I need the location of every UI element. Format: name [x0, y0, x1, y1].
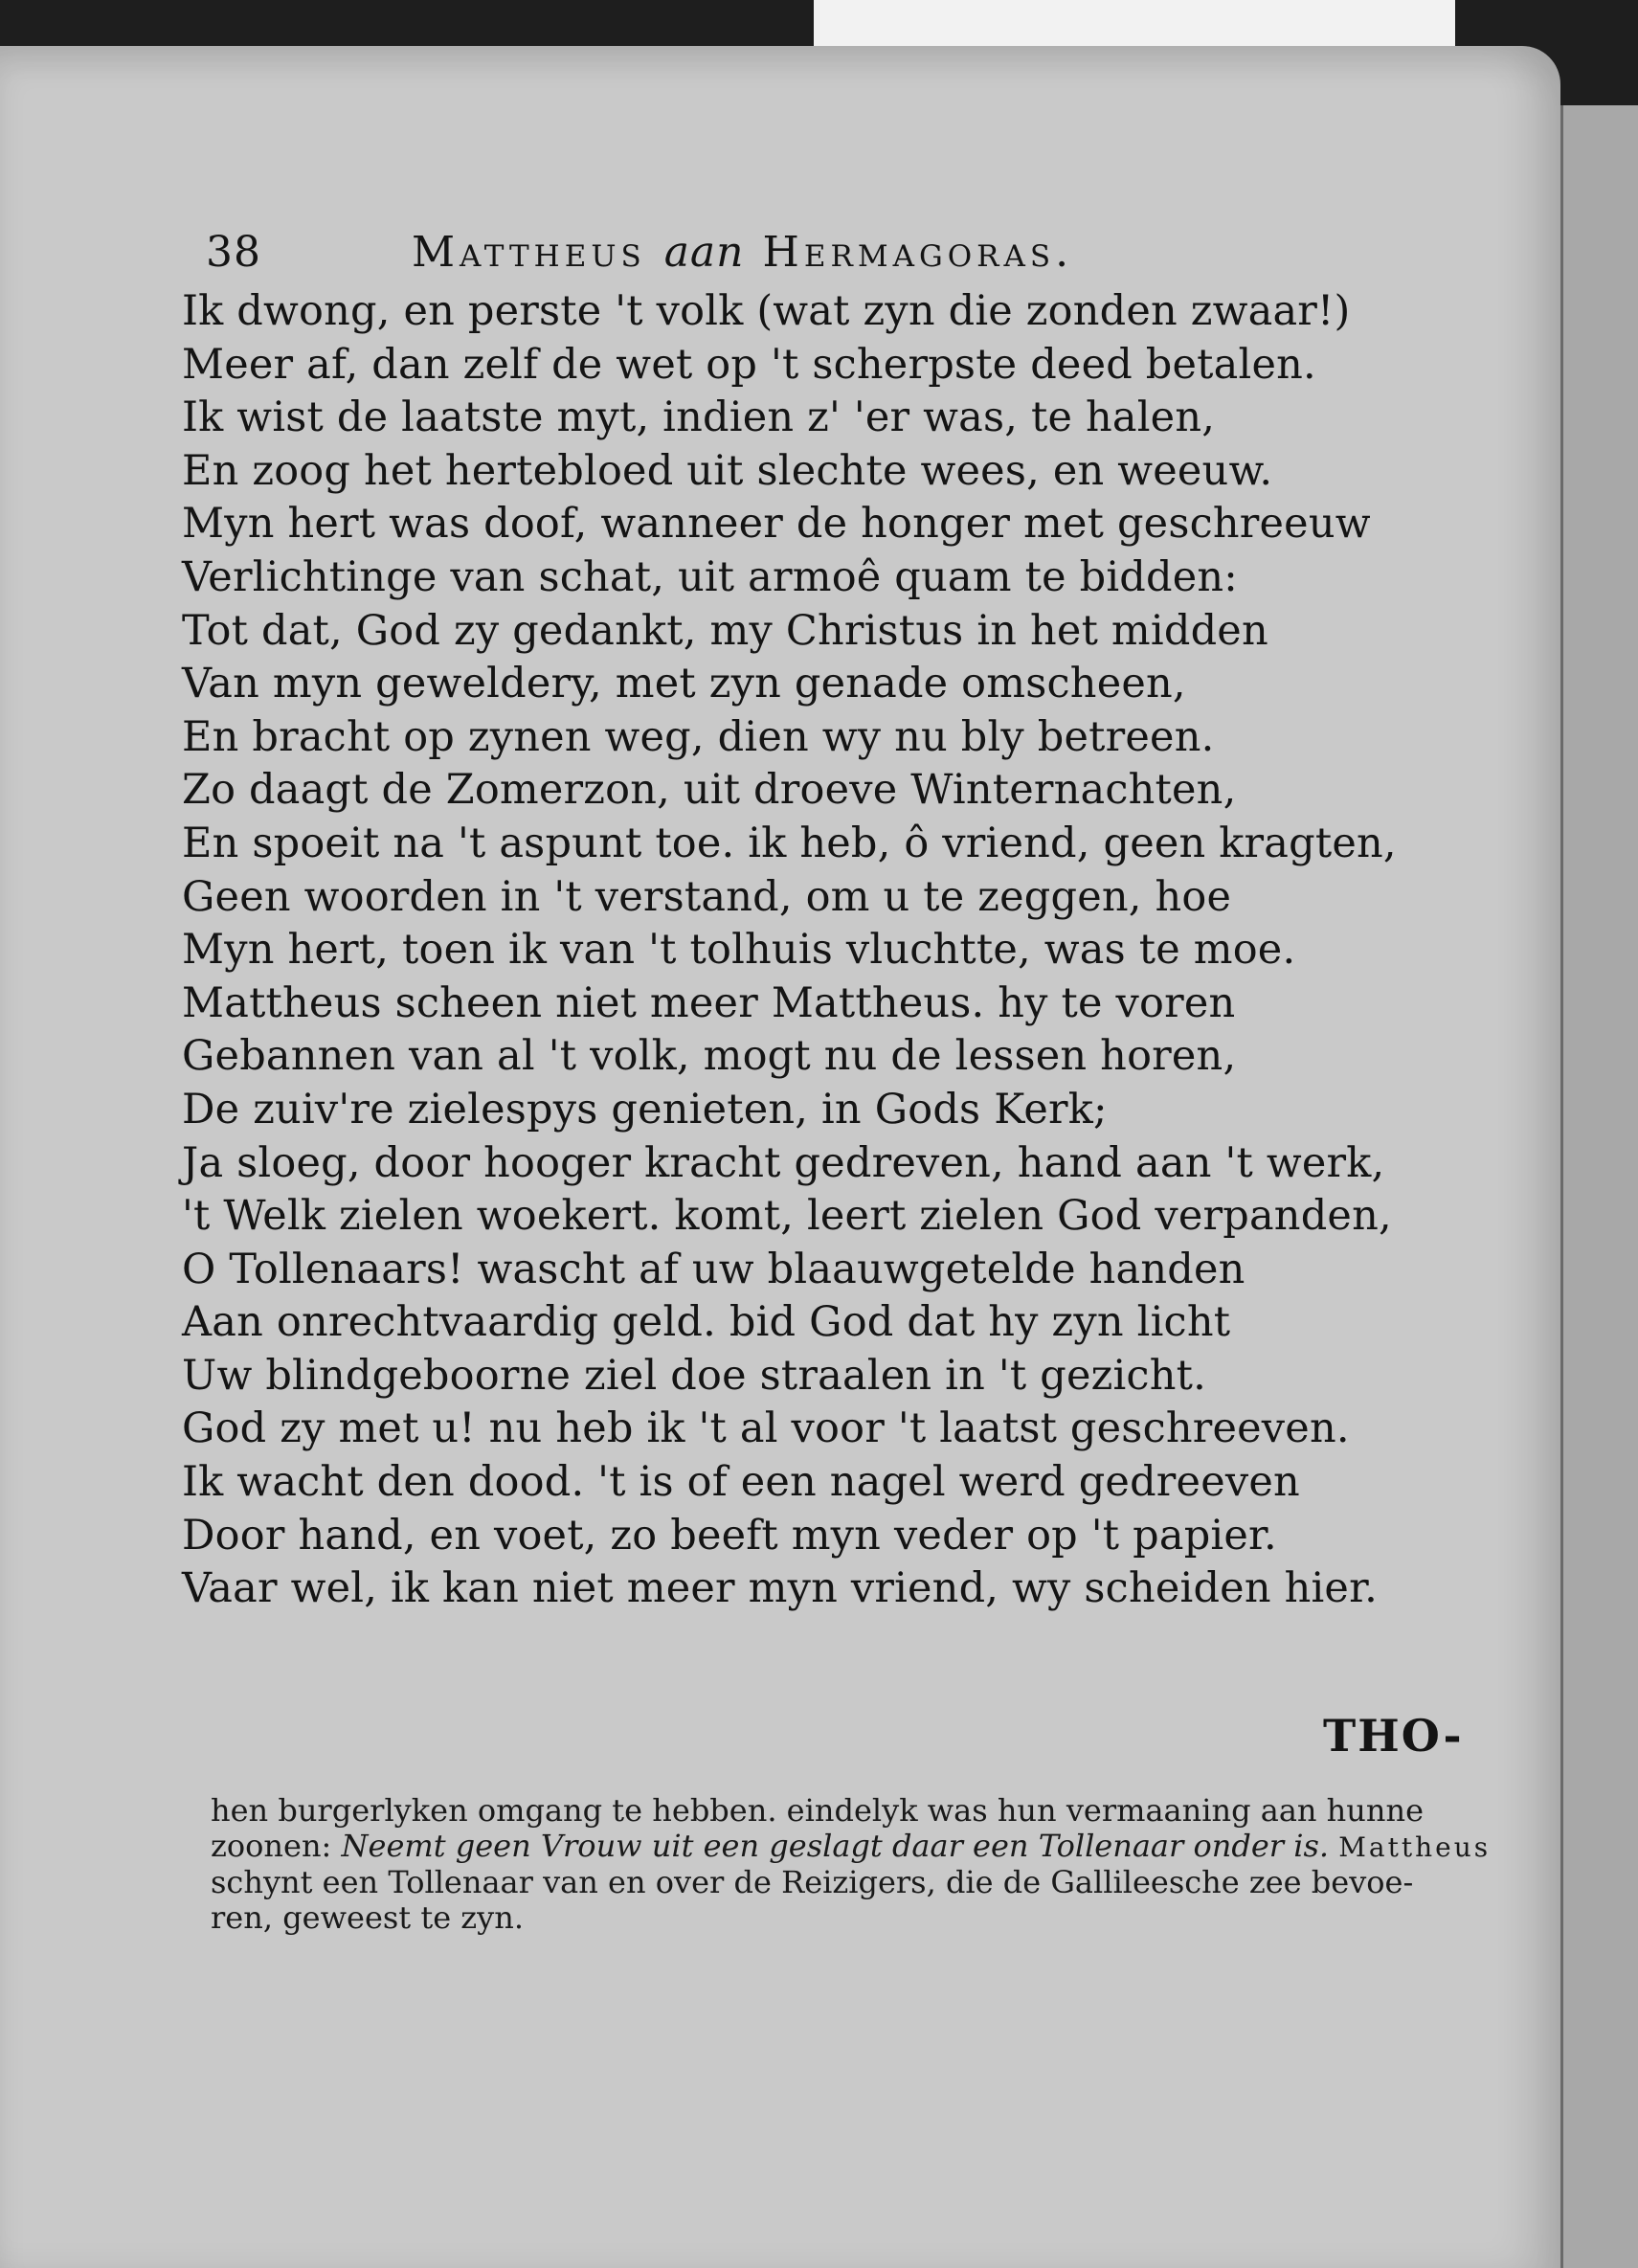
poem — [182, 285, 1503, 1616]
poem-line: God zy met u! nu heb ik 't al voor 't laatst geschreeven. — [182, 1404, 1350, 1453]
poem-line: En bracht op zynen weg, dien wy nu bly betreen. — [182, 712, 1215, 761]
poem-line: Vaar wel, ik kan niet meer myn vriend, wy scheiden hier. — [182, 1564, 1378, 1613]
poem-line: Van myn geweldery, met zyn genade omscheen, — [182, 660, 1186, 708]
running-title — [412, 228, 1073, 277]
poem-line: Verlichtinge van schat, uit armoê quam te bidden: — [182, 552, 1238, 601]
page-text — [182, 228, 1503, 1616]
poem-line: Mattheus scheen niet meer Mattheus. hy te voren — [182, 978, 1236, 1027]
book-page — [0, 46, 1560, 2268]
title-connector: aan — [663, 228, 745, 277]
title-part2: Hermagoras. — [762, 228, 1074, 277]
facing-page-edge — [1560, 105, 1638, 2268]
poem-line: Ik wacht den dood. 't is of een nagel werd gedreeven — [182, 1458, 1300, 1507]
running-head — [182, 228, 1503, 285]
footnote-line: ren, geweest te zyn. — [211, 1899, 525, 1936]
footnote-line — [211, 1829, 1493, 1865]
poem-line: Aan onrechtvaardig geld. bid God dat hy zyn licht — [182, 1298, 1231, 1347]
poem-line: En spoeit na 't aspunt toe. ik heb, ô vriend, geen kragten, — [182, 819, 1397, 867]
poem-line: Myn hert was doof, wanneer de honger met geschreeuw — [182, 500, 1371, 549]
poem-line: Ja sloeg, door hooger kracht gedreven, hand aan 't werk, — [182, 1138, 1385, 1187]
poem-line: Geen woorden in 't verstand, om u te zeggen, hoe — [182, 872, 1232, 921]
footnote — [211, 1793, 1493, 1936]
page-number: 38 — [206, 228, 261, 277]
footnote-line: hen burgerlyken omgang te hebben. eindelyk was hun vermaaning aan hunne — [211, 1792, 1425, 1829]
poem-line: Zo daagt de Zomerzon, uit droeve Winternachten, — [182, 766, 1237, 815]
poem-line: Ik wist de laatste myt, indien z' 'er was, te halen, — [182, 393, 1216, 442]
poem-line: Tot dat, God zy gedankt, my Christus in het midden — [182, 606, 1268, 655]
poem-line: Ik dwong, en perste 't volk (wat zyn die zonden zwaar!) — [182, 287, 1351, 335]
poem-line: 't Welk zielen woekert. komt, leert zielen God verpanden, — [182, 1192, 1392, 1241]
poem-line: Myn hert, toen ik van 't tolhuis vluchtte, was te moe. — [182, 926, 1296, 975]
poem-line: En zoog het hertebloed uit slechte wees, en weeuw. — [182, 446, 1273, 495]
poem-line: Door hand, en voet, zo beeft myn veder op 't papier. — [182, 1511, 1277, 1560]
poem-line: Uw blindgeboorne ziel doe straalen in 't gezicht. — [182, 1351, 1206, 1400]
footnote-quote: Neemt geen Vrouw uit een geslagt daar een Tollenaar onder is. — [341, 1828, 1330, 1864]
footnote-line: schynt een Tollenaar van en over de Reizigers, die de Gallileesche zee bevoe- — [211, 1864, 1414, 1900]
poem-line: Meer af, dan zelf de wet op 't scherpste deed betalen. — [182, 340, 1316, 389]
poem-line: Gebannen van al 't volk, mogt nu de lessen horen, — [182, 1032, 1237, 1081]
catchword: THO- — [1323, 1710, 1464, 1762]
footnote-name: Mattheus — [1338, 1831, 1492, 1863]
poem-line: De zuiv're zielespys genieten, in Gods Kerk; — [182, 1085, 1108, 1134]
footnote-text: zoonen: — [211, 1828, 332, 1864]
title-part1: Mattheus — [412, 228, 646, 277]
poem-line: O Tollenaars! wascht af uw blaauwgetelde handen — [182, 1245, 1245, 1293]
